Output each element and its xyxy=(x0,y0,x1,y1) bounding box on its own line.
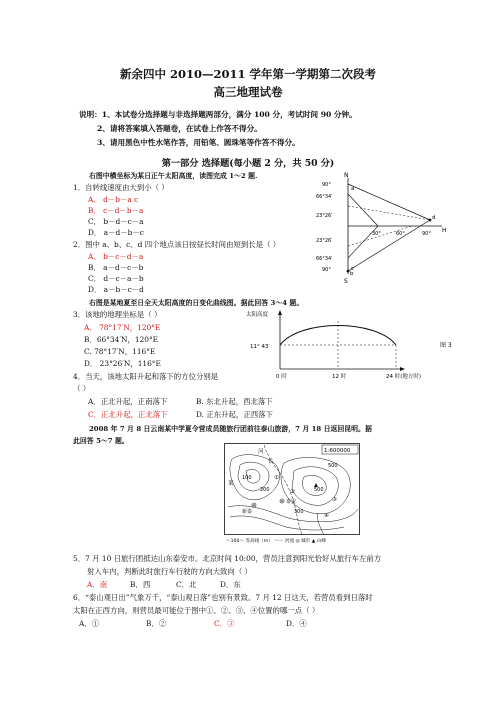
q6-line2: 太阳在正西方向，则营员最可能位于图中①、②、③、④位置的哪一点（ ） xyxy=(73,606,320,615)
fig1-lat-90n: 90° xyxy=(322,182,331,188)
fig3-ying: 莱 xyxy=(228,481,234,487)
q4-option-c: C．正北升起，正北落下 xyxy=(88,410,168,419)
q5-option-b: B．西 xyxy=(130,580,151,589)
fig3-contour-200: 200 xyxy=(260,487,270,493)
fig1-label-h: H xyxy=(442,227,447,234)
fig1-angle-90: 90° xyxy=(422,231,431,237)
fig1-point-c: c xyxy=(351,266,355,272)
fig3-point-2: ② xyxy=(290,489,295,495)
figure-taishan-contour-map xyxy=(224,443,360,543)
q3-option-c: C. 78°17′N，116°E xyxy=(84,347,156,356)
q5-option-c: C．北 xyxy=(176,580,197,589)
fig3-contour-100: 100 xyxy=(242,475,252,481)
exam-title: 新余四中 2010—2011 学年第一学期第二次段考 xyxy=(119,67,377,81)
q1-option-d: D． a－d－b－c xyxy=(88,228,144,237)
fig1-point-b: b xyxy=(350,271,354,277)
fig2-ylabel: 太阳高度 xyxy=(246,312,269,318)
fig2-xtick-24: 24 时(地方时) xyxy=(386,374,422,380)
figure-noon-sun-altitude xyxy=(312,170,448,284)
q1-option-b: B． c－d－b－a xyxy=(88,206,144,215)
exam-subtitle: 高三地理试卷 xyxy=(213,85,283,99)
q2-stem: 2．图中 a、b、c、d 四个地点该日按昼长时间由短到长是（ ） xyxy=(73,240,281,249)
fig1-point-a: a xyxy=(351,186,355,192)
q1-stem: 1．自转线速度由大到小（ ） xyxy=(73,183,169,192)
q2-option-c: C． d－c－a－b xyxy=(88,274,144,283)
lead-q3-4: 右图是某地夏至日全天太阳高度的日变化曲线图。据此回答 3～4 题。 xyxy=(89,299,304,307)
q3-option-b: B．66°34′N，120°E xyxy=(84,335,159,344)
q3-option-d: D． 23°26′N，116°E xyxy=(84,359,161,368)
fig1-angle-60: 60° xyxy=(396,231,405,237)
fig3-point-4: ④ xyxy=(324,513,329,519)
fig1-lat-2326n: 23°26′ xyxy=(316,213,333,219)
fig3-city-xintai: 新泰 xyxy=(242,509,253,515)
q5-line1: 5．7 月 10 日旅行团抵达山东泰安市。北京时间 10:00，营员注意到阳光恰好从旅行车左前方 xyxy=(73,554,382,563)
figure-daily-sun-altitude-curve xyxy=(246,307,460,381)
q6-option-b: B．② xyxy=(146,619,167,628)
q2-option-a: A． b－c－d－a xyxy=(88,252,144,261)
q5-option-a: A．南 xyxy=(87,580,108,589)
fig2-xtick-12: 12 时 xyxy=(332,374,347,380)
q2-option-d: D． a－b－c－d xyxy=(88,285,144,294)
q6-option-c: C．③ xyxy=(214,619,235,628)
fig3-chang: 长 xyxy=(268,459,274,465)
note-1: 说明：1、本试卷分选择题与非选择题两部分，满分 100 分，考试时间 90 分钟。 xyxy=(79,110,357,119)
q3-option-a: A． 78°17′N，120°E xyxy=(84,323,161,332)
fig1-point-d: d xyxy=(432,215,436,221)
fig3-legend: ～100～ 等高线（m） ～～ 河流 ◎ 城市 ▲ 山峰 xyxy=(226,539,326,543)
q5-line2: 射入车内，判断此时旅行车行驶的方向大致向（ ） xyxy=(87,567,252,576)
q4-option-d: D. 正东升起，正西落下 xyxy=(196,410,273,419)
fig1-lat-6634n: 66°34′ xyxy=(316,194,333,200)
fig3-point-1: ① xyxy=(274,475,279,481)
q5-option-d: D．东 xyxy=(220,580,241,589)
fig1-angle-30: 30° xyxy=(372,231,381,237)
q2-option-b: B． a－d－c－b xyxy=(88,263,144,272)
lead-q5-7-line1: 2008 年 7 月 8 日云南某中学夏令营成员随旅行团前往泰山旅游，7 月 18 日返回昆明。据 xyxy=(89,425,372,433)
q1-option-a: A． d－b－a c xyxy=(88,195,139,204)
lead-q1-2: 右图中横坐标为某日正午太阳高度，读图完成 1～2 题. xyxy=(89,172,258,180)
q4-option-b: B. 东北升起，西北落下 xyxy=(196,397,273,406)
q1-option-c: C． b－d－c－a xyxy=(88,217,144,226)
q4-paren: （ ） xyxy=(73,384,91,393)
fig2-caption: 图 3 xyxy=(440,342,452,349)
fig1-lat-6634s: 66°34′ xyxy=(316,256,333,262)
q3-stem: 3．该地的地理坐标是（ ） xyxy=(73,310,162,319)
q6-line1: 6．“泰山观日出”气象万千，“泰山观日落”也别有景致。7 月 12 日这天，若营员看到日落时 xyxy=(73,593,373,602)
fig3-point-3: ③ xyxy=(332,497,337,503)
part1-title: 第一部分 选择题(每小题 2 分，共 50 分) xyxy=(161,158,335,169)
q6-option-d: D．④ xyxy=(286,619,307,628)
fig3-river: 河 xyxy=(258,449,264,455)
fig1-lat-2326s: 23°26′ xyxy=(316,238,333,244)
fig3-contour-500a: 500 xyxy=(328,463,338,469)
fig2-ytick: 11° 43′ xyxy=(250,344,270,350)
lead-q5-7-line2: 此回答 5～7 题。 xyxy=(73,437,129,445)
fig1-label-n: N xyxy=(344,172,349,179)
fig3-city-taian: 泰安 xyxy=(286,499,297,505)
fig1-lat-90s: 90° xyxy=(322,267,331,273)
fig2-xtick-0: 0 时 xyxy=(276,374,287,380)
fig1-label-s: S xyxy=(344,278,348,284)
fig3-scale: 1:600000 xyxy=(324,448,351,454)
fig3-contour-500b: 500 xyxy=(314,487,324,493)
q4-stem: 4．当天，该地太阳升起和落下的方位分别是 xyxy=(73,372,219,381)
q6-option-a: A．① xyxy=(79,619,100,628)
fig3-contour-300: 300 xyxy=(294,509,304,515)
note-2: 2、请将答案填入答题卷，在试卷上作答不得分。 xyxy=(97,124,262,133)
q4-option-a: A．正北升起，正南落下 xyxy=(88,397,168,406)
note-3: 3、请用黑色中性水笔作答，用铅笔、圆珠笔等作答不得分。 xyxy=(97,138,300,147)
